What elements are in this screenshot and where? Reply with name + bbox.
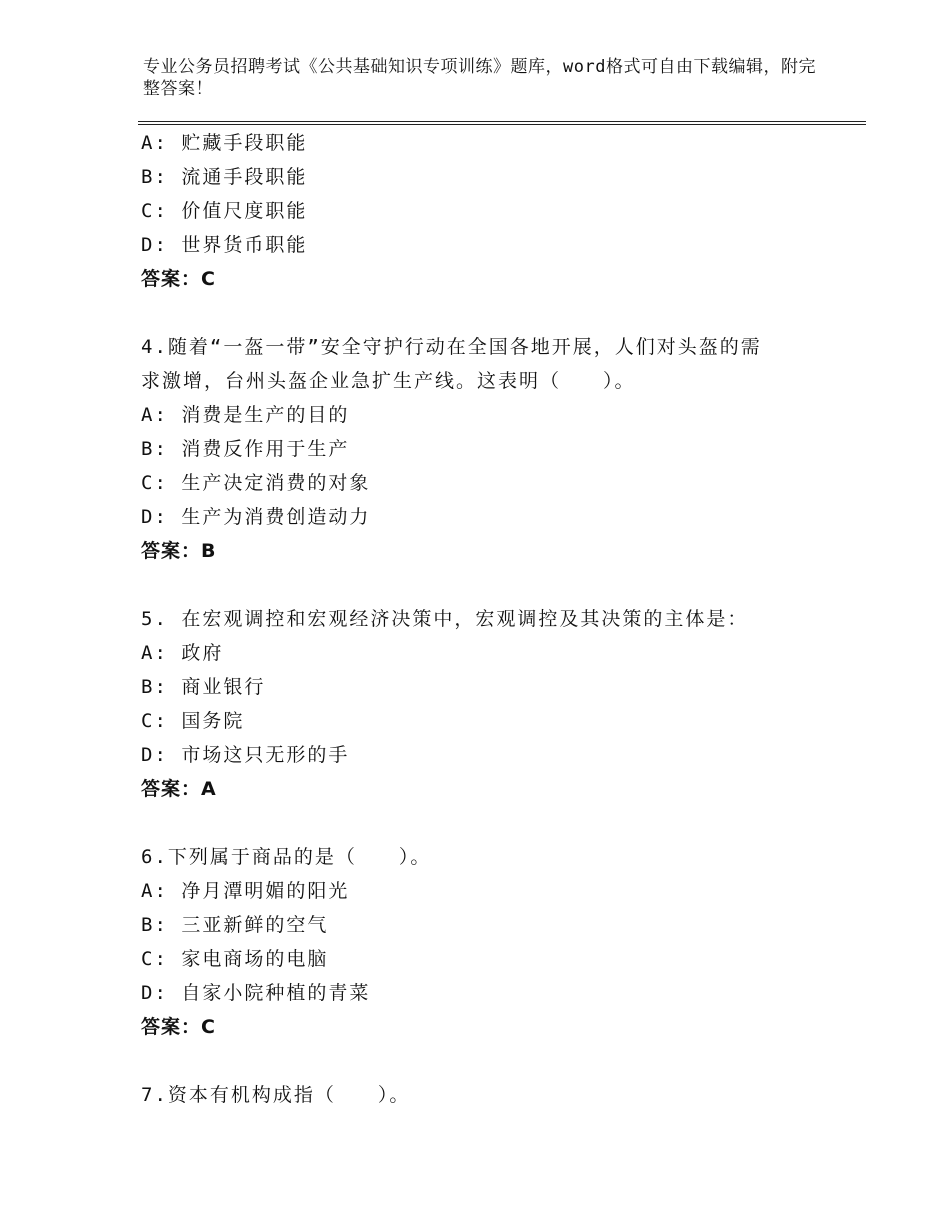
option-c: C: 家电商场的电脑 [141, 948, 329, 970]
question-stem: 5. 在宏观调控和宏观经济决策中，宏观调控及其决策的主体是： [141, 608, 749, 630]
option-d: D: 世界货币职能 [141, 234, 308, 256]
answer-text: 答案：C [141, 1016, 216, 1038]
header-text: 专业公务员招聘考试《公共基础知识专项训练》题库，word格式可自由下载编辑，附完整答案！ [143, 57, 816, 99]
document-body [141, 126, 841, 1112]
question-7 [141, 1078, 841, 1112]
option-d: D: 自家小院种植的青菜 [141, 982, 371, 1004]
option-d: D: 市场这只无形的手 [141, 744, 350, 766]
question-5 [141, 602, 841, 806]
question-stem: 4.随着“一盔一带”安全守护行动在全国各地开展，人们对头盔的需 [141, 336, 762, 358]
question-stem: 7.资本有机构成指（ ）。 [141, 1084, 411, 1106]
header-rule-bottom [138, 124, 866, 125]
option-b: B: 商业银行 [141, 676, 266, 698]
document-header [143, 56, 823, 100]
question-stem: 6.下列属于商品的是（ ）。 [141, 846, 432, 868]
option-a: A: 消费是生产的目的 [141, 404, 350, 426]
option-b: B: 消费反作用于生产 [141, 438, 350, 460]
option-c: C: 国务院 [141, 710, 245, 732]
answer-text: 答案：B [141, 540, 217, 562]
option-a: A: 净月潭明媚的阳光 [141, 880, 350, 902]
question-6 [141, 840, 841, 1044]
option-a: A: 贮藏手段职能 [141, 132, 308, 154]
option-b: B: 流通手段职能 [141, 166, 308, 188]
answer-text: 答案：C [141, 268, 216, 290]
option-c: C: 生产决定消费的对象 [141, 472, 371, 494]
question-4 [141, 330, 841, 568]
question-stem: 求激增，台州头盔企业急扩生产线。这表明（ ）。 [141, 370, 636, 392]
option-a: A: 政府 [141, 642, 224, 664]
option-d: D: 生产为消费创造动力 [141, 506, 371, 528]
header-rule-top [138, 121, 866, 122]
answer-text: 答案：A [141, 778, 217, 800]
question-3-continued [141, 126, 841, 296]
option-c: C: 价值尺度职能 [141, 200, 308, 222]
option-b: B: 三亚新鲜的空气 [141, 914, 329, 936]
